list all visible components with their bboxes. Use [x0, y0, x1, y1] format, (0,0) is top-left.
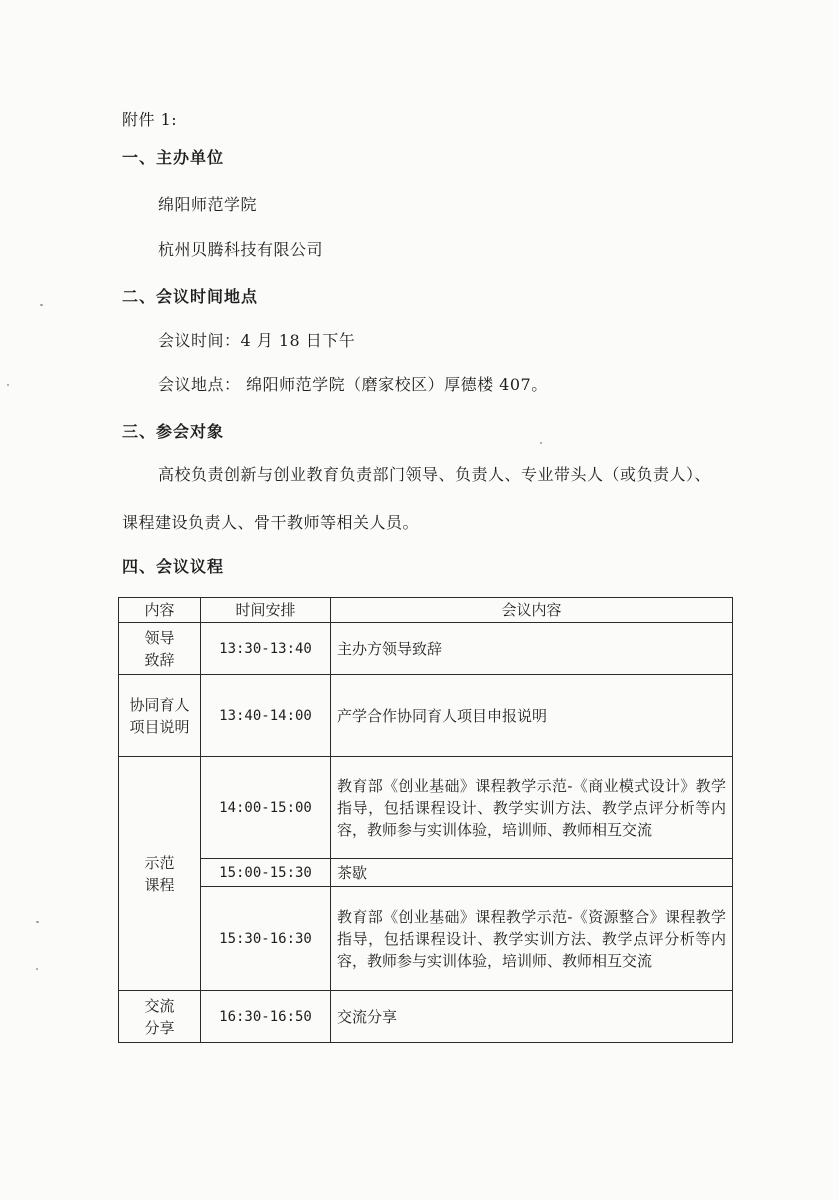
table-row: [119, 887, 733, 991]
organizer-1: 绵阳师范学院: [158, 195, 258, 214]
participants-line-1: 高校负责创新与创业教育负责部门领导、负责人、专业带头人（或负责人）、: [158, 465, 712, 484]
row-time: 13:40-14:00: [201, 675, 331, 757]
agenda-table: [118, 597, 733, 1043]
row-time: 14:00-15:00: [201, 757, 331, 859]
organizer-2: 杭州贝腾科技有限公司: [158, 240, 324, 259]
attachment-label: 附件 1:: [122, 110, 178, 129]
scan-speck: [7, 384, 9, 386]
row-item: 示范课程: [119, 757, 201, 991]
section-time-place-title: 二、会议时间地点: [122, 287, 259, 306]
row-time: 16:30-16:50: [201, 991, 331, 1043]
row-item: 协同育人项目说明: [119, 675, 201, 757]
row-time: 13:30-13:40: [201, 623, 331, 675]
section-organizers-title: 一、主办单位: [122, 148, 225, 167]
header-content: 会议内容: [331, 598, 733, 623]
table-row: [119, 675, 733, 757]
section-participants-title: 三、参会对象: [122, 422, 225, 441]
row-item: 交流分享: [119, 991, 201, 1043]
row-content: 交流分享: [331, 991, 733, 1043]
section-agenda-title: 四、会议议程: [122, 557, 225, 576]
header-item: 内容: [119, 598, 201, 623]
row-item: 领导致辞: [119, 623, 201, 675]
header-time: 时间安排: [201, 598, 331, 623]
agenda-header-row: [119, 598, 733, 623]
table-row: [119, 859, 733, 887]
row-content: 产学合作协同育人项目申报说明: [331, 675, 733, 757]
row-time: 15:30-16:30: [201, 887, 331, 991]
table-row: [119, 757, 733, 859]
scan-speck: [40, 304, 43, 306]
row-content: 教育部《创业基础》课程教学示范-《资源整合》课程教学指导，包括课程设计、教学实训方法、教学点评分析等内容，教师参与实训体验，培训师、教师相互交流: [331, 887, 733, 991]
scan-speck: [36, 921, 39, 923]
table-row: [119, 623, 733, 675]
meeting-time: 会议时间：4 月 18 日下午: [158, 331, 356, 350]
row-content: 教育部《创业基础》课程教学示范-《商业模式设计》教学指导，包括课程设计、教学实训方法、教学点评分析等内容，教师参与实训体验，培训师、教师相互交流: [331, 757, 733, 859]
scan-speck: [540, 442, 542, 444]
row-content: 主办方领导致辞: [331, 623, 733, 675]
row-time: 15:00-15:30: [201, 859, 331, 887]
meeting-place: 会议地点： 绵阳师范学院（磨家校区）厚德楼 407。: [158, 375, 548, 394]
participants-line-2: 课程建设负责人、骨干教师等相关人员。: [122, 513, 420, 532]
row-content: 茶歇: [331, 859, 733, 887]
scan-speck: [36, 968, 38, 970]
table-row: [119, 991, 733, 1043]
